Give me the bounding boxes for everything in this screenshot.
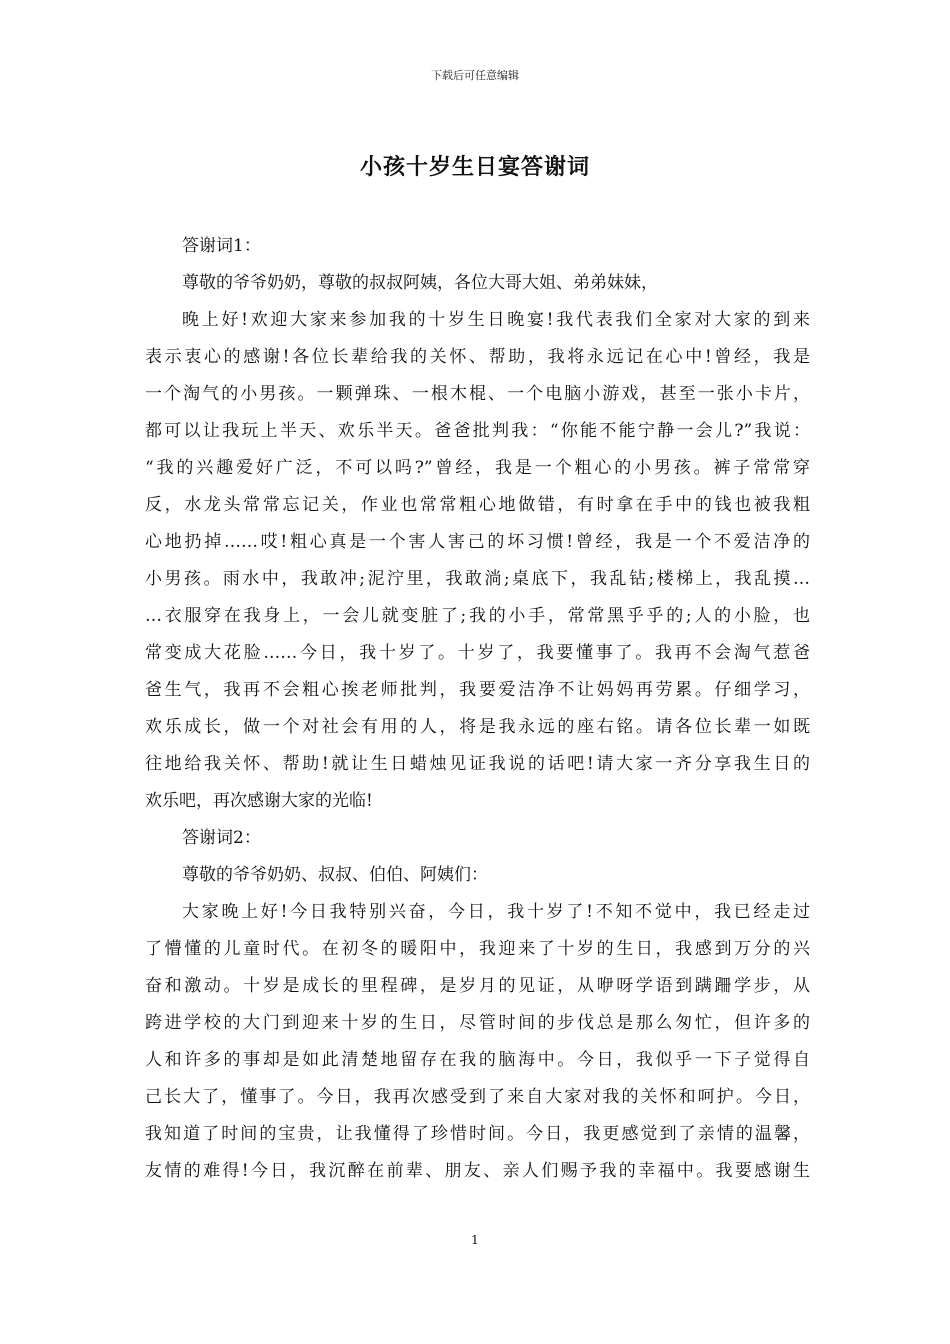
text-line: 欢乐吧，再次感谢大家的光临! (145, 791, 373, 811)
text-line: 尊敬的爷爷奶奶，尊敬的叔叔阿姨，各位大哥大姐、弟弟妹妹， (182, 273, 658, 293)
text-line: 都可以让我玩上半天、欢乐半天。爸爸批判我：“你能不能宁静一会儿?”我说： (145, 421, 810, 441)
text-line: …衣服穿在我身上，一会儿就变脏了;我的小手，常常黑乎乎的;人的小脸，也 (145, 606, 810, 626)
text-line: 友情的难得!今日，我沉醉在前辈、朋友、亲人们赐予我的幸福中。我要感谢生 (145, 1161, 810, 1181)
text-line: 反，水龙头常常忘记关，作业也常常粗心地做错，有时拿在手中的钱也被我粗 (145, 495, 810, 515)
text-line: 爸生气，我再不会粗心挨老师批判，我要爱洁净不让妈妈再劳累。仔细学习， (145, 680, 810, 700)
text-line: 常变成大花脸……今日，我十岁了。十岁了，我要懂事了。我再不会淘气惹爸 (145, 643, 810, 663)
text-line: 心地扔掉……哎!粗心真是一个害人害己的坏习惯!曾经，我是一个不爱洁净的 (145, 532, 810, 552)
header-note: 下载后可任意编辑 (431, 69, 519, 82)
text-line: “我的兴趣爱好广泛，不可以吗?”曾经，我是一个粗心的小男孩。裤子常常穿 (145, 458, 810, 478)
page-number: 1 (471, 1233, 479, 1247)
text-line: 表示衷心的感谢!各位长辈给我的关怀、帮助，我将永远记在心中!曾经，我是 (145, 347, 810, 367)
text-line: 跨进学校的大门到迎来十岁的生日，尽管时间的步伐总是那么匆忙，但许多的 (145, 1013, 810, 1033)
text-line: 一个淘气的小男孩。一颗弹珠、一根木棍、一个电脑小游戏，甚至一张小卡片， (145, 384, 810, 404)
text-line: 了懵懂的儿童时代。在初冬的暖阳中，我迎来了十岁的生日，我感到万分的兴 (145, 939, 810, 959)
text-line: 己长大了，懂事了。今日，我再次感受到了来自大家对我的关怀和呵护。今日， (145, 1087, 810, 1107)
text-line: 答谢词2： (182, 828, 261, 848)
text-line: 我知道了时间的宝贵，让我懂得了珍惜时间。今日，我更感觉到了亲情的温馨， (145, 1124, 810, 1144)
text-line: 尊敬的爷爷奶奶、叔叔、伯伯、阿姨们： (182, 865, 488, 885)
text-line: 答谢词1： (182, 236, 261, 256)
text-line: 晚上好!欢迎大家来参加我的十岁生日晚宴!我代表我们全家对大家的到来 (182, 310, 810, 330)
text-line: 欢乐成长，做一个对社会有用的人，将是我永远的座右铭。请各位长辈一如既 (145, 717, 810, 737)
text-line: 小男孩。雨水中，我敢冲;泥泞里，我敢淌;桌底下，我乱钻;楼梯上，我乱摸… (145, 569, 810, 589)
text-line: 人和许多的事却是如此清楚地留存在我的脑海中。今日，我似乎一下子觉得自 (145, 1050, 810, 1070)
text-line: 大家晚上好!今日我特别兴奋，今日，我十岁了!不知不觉中，我已经走过 (182, 902, 810, 922)
page-title: 小孩十岁生日宴答谢词 (359, 154, 590, 180)
document-body (145, 228, 810, 1190)
text-line: 往地给我关怀、帮助!就让生日蜡烛见证我说的话吧!请大家一齐分享我生日的 (145, 754, 810, 774)
text-line: 奋和激动。十岁是成长的里程碑，是岁月的见证，从咿呀学语到蹒跚学步，从 (145, 976, 810, 996)
